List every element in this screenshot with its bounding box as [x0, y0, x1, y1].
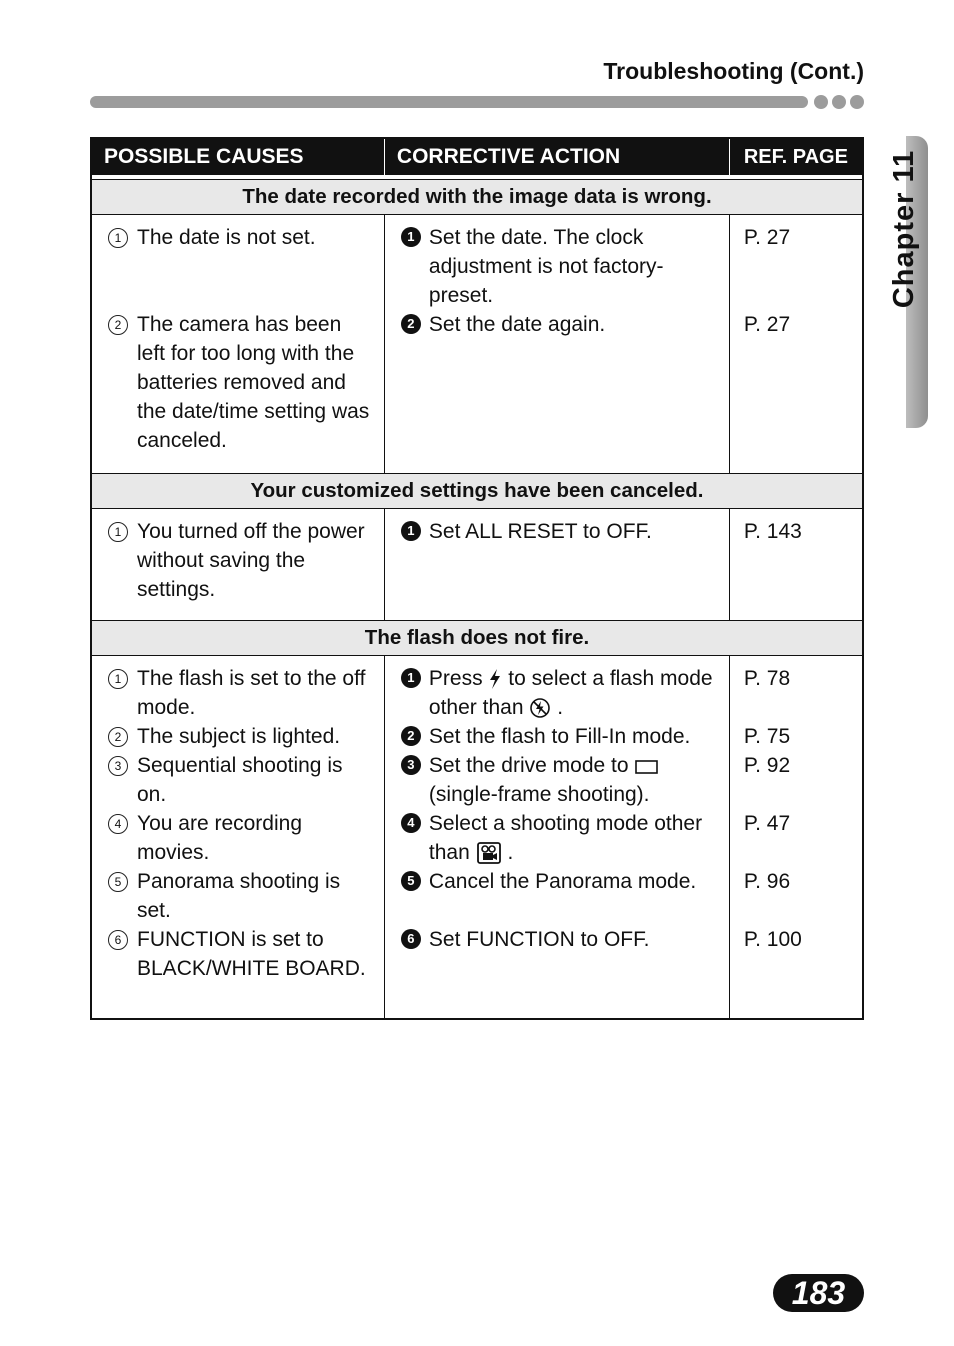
cause-item	[108, 310, 374, 455]
ref-page: P. 78	[743, 667, 791, 690]
section-title: Your customized settings have been canceled.	[91, 474, 863, 509]
causes-cell	[91, 656, 384, 1020]
ref-page: P. 143	[743, 520, 802, 543]
action-text: Set FUNCTION to OFF.	[428, 928, 650, 951]
cause-text: The flash is set to the off mode.	[137, 667, 366, 719]
column-header-causes: POSSIBLE CAUSES	[91, 138, 384, 175]
action-number: 1	[401, 668, 421, 688]
action-item	[401, 722, 719, 751]
cause-number: 5	[108, 872, 128, 892]
action-number: 2	[401, 726, 421, 746]
ref-page: P. 92	[743, 754, 791, 777]
refs-cell	[729, 215, 863, 474]
cause-number: 2	[108, 315, 128, 335]
cause-item	[108, 751, 374, 809]
actions-cell	[384, 656, 729, 1020]
ref-page: P. 75	[743, 725, 791, 748]
action-text: (single-frame shooting).	[428, 783, 650, 806]
action-number: 1	[401, 521, 421, 541]
column-header-ref: REF. PAGE	[729, 138, 863, 175]
cause-text: You are recording movies.	[137, 812, 303, 864]
cause-text: FUNCTION is set to BLACK/WHITE BOARD.	[137, 928, 366, 980]
cause-item	[108, 722, 374, 751]
action-number: 4	[401, 813, 421, 833]
actions-cell	[384, 509, 729, 621]
ref-page: P. 47	[743, 812, 791, 835]
action-item	[401, 310, 719, 339]
table-header-row	[91, 138, 863, 175]
action-number: 6	[401, 929, 421, 949]
action-text: Set the drive mode to	[428, 754, 629, 777]
cause-item	[108, 223, 374, 252]
ref-page: P. 100	[743, 928, 802, 951]
causes-cell	[91, 215, 384, 474]
cause-text: The subject is lighted.	[137, 725, 341, 748]
section-title-row	[91, 474, 863, 509]
action-item	[401, 223, 719, 310]
cause-text: Sequential shooting is on.	[137, 754, 343, 806]
action-text: .	[557, 696, 564, 719]
cause-number: 1	[108, 669, 128, 689]
action-number: 5	[401, 871, 421, 891]
cause-text: The date is not set.	[137, 226, 316, 249]
header-dot	[814, 95, 828, 109]
action-text: Set ALL RESET to OFF.	[428, 520, 652, 543]
ref-page: P. 27	[743, 226, 791, 249]
action-item	[401, 925, 719, 954]
page-number: 183	[773, 1274, 864, 1312]
cause-item	[108, 664, 374, 722]
cause-text: You turned off the power without saving the settings.	[137, 520, 365, 601]
cause-number: 4	[108, 814, 128, 834]
action-text: to select a flash mode other than	[428, 667, 713, 719]
flash-icon	[488, 668, 502, 690]
section-title: The date recorded with the image data is wrong.	[91, 180, 863, 215]
action-text: Cancel the Panorama mode.	[428, 870, 697, 893]
troubleshooting-table	[90, 137, 864, 1020]
action-number: 2	[401, 314, 421, 334]
flash-off-icon	[529, 697, 551, 719]
section-title-row	[91, 180, 863, 215]
header-rule	[90, 96, 808, 108]
action-item	[401, 867, 719, 896]
action-text: Set the date. The clock adjustment is not factory-preset.	[428, 226, 664, 307]
section-title: The flash does not fire.	[91, 621, 863, 656]
cause-number: 3	[108, 756, 128, 776]
table-row	[91, 215, 863, 474]
causes-cell	[91, 509, 384, 621]
action-item	[401, 664, 719, 722]
table-row	[91, 656, 863, 1020]
action-text: Set the flash to Fill-In mode.	[428, 725, 691, 748]
cause-item	[108, 867, 374, 925]
actions-cell	[384, 215, 729, 474]
single-frame-icon	[634, 757, 660, 775]
header-dot	[850, 95, 864, 109]
action-number: 3	[401, 755, 421, 775]
page-header-title: Troubleshooting (Cont.)	[603, 58, 864, 84]
action-text: Select a shooting mode other than	[428, 812, 703, 864]
cause-text: The camera has been left for too long with the batteries removed and the date/time setting was canceled.	[137, 313, 370, 452]
action-text: .	[507, 841, 514, 864]
cause-number: 1	[108, 522, 128, 542]
cause-item	[108, 809, 374, 867]
cause-number: 1	[108, 228, 128, 248]
column-header-action: CORRECTIVE ACTION	[384, 138, 729, 175]
action-item	[401, 751, 719, 809]
cause-number: 2	[108, 727, 128, 747]
chapter-label: Chapter 11	[888, 149, 920, 309]
refs-cell	[729, 656, 863, 1020]
section-title-row	[91, 621, 863, 656]
action-item	[401, 517, 719, 546]
cause-number: 6	[108, 930, 128, 950]
action-text: Set the date again.	[428, 313, 606, 336]
header-dot	[832, 95, 846, 109]
movie-mode-icon	[476, 841, 502, 865]
cause-item	[108, 517, 374, 604]
cause-text: Panorama shooting is set.	[137, 870, 341, 922]
ref-page: P. 27	[743, 313, 791, 336]
action-text: Press	[428, 667, 483, 690]
cause-item	[108, 925, 374, 983]
ref-page: P. 96	[743, 870, 791, 893]
action-item	[401, 809, 719, 867]
refs-cell	[729, 509, 863, 621]
table-row	[91, 509, 863, 621]
action-number: 1	[401, 227, 421, 247]
